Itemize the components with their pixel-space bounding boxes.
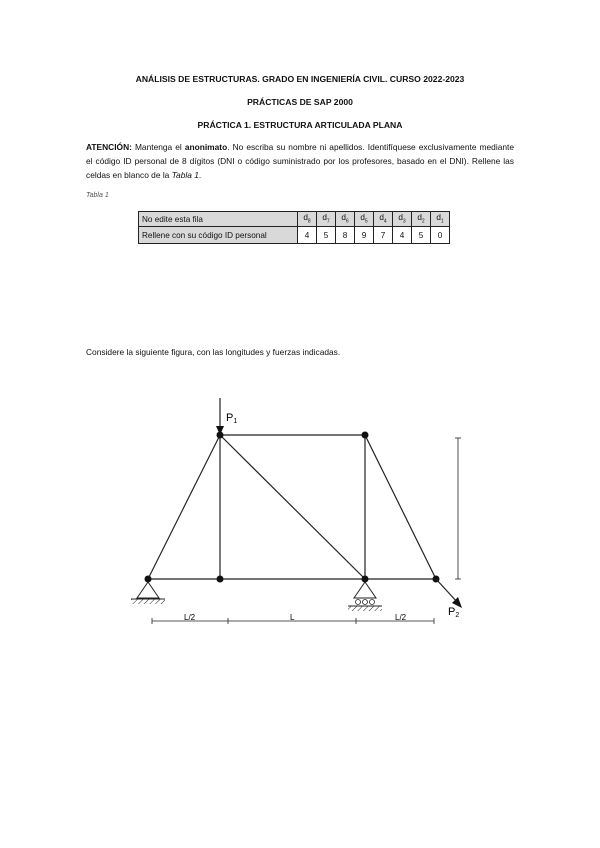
digit-header: $d_2$ [412, 212, 431, 227]
document-title: ANÁLISIS DE ESTRUCTURAS. GRADO EN INGENIERÍA CIVIL. CURSO 2022-2023 [135, 74, 465, 84]
notice-text-2: . No escriba su nombre ni apellidos. Identifíquese exclusivamente mediante el código ID personal de 8 dígitos (DNI o código suministrado por los profesores, basado en el DNI). Rellene las celdas en blanco de la [86, 142, 514, 180]
digit-header: $d_6$ [336, 212, 355, 227]
right-diagonal [365, 435, 436, 579]
digit-cell[interactable]: 4 [298, 227, 317, 244]
notice-text-3: . [198, 170, 202, 180]
table-reference: Tabla 1 [171, 170, 199, 180]
dim-mid-label: L [290, 613, 295, 622]
digit-cell[interactable]: 8 [336, 227, 355, 244]
height-dimension [455, 438, 461, 579]
node [217, 576, 224, 583]
truss-figure [0, 380, 600, 640]
dim-left-label: L/2 [184, 613, 196, 622]
anonimato-word: anonimato [184, 142, 228, 152]
digit-header: $d_5$ [355, 212, 374, 227]
digit-header: $d_8$ [298, 212, 317, 227]
body-text: Considere la siguiente figura, con las longitudes y fuerzas indicadas. [86, 347, 341, 357]
digit-cell[interactable]: 9 [355, 227, 374, 244]
digit-header: $d_4$ [374, 212, 393, 227]
center-diagonal [220, 435, 365, 579]
attention-label: ATENCIÓN: [86, 142, 132, 152]
digit-cell[interactable]: 5 [317, 227, 336, 244]
practice-title: PRÁCTICA 1. ESTRUCTURA ARTICULADA PLANA [197, 120, 403, 130]
id-table [138, 211, 450, 244]
digit-cell[interactable]: 7 [374, 227, 393, 244]
node [362, 432, 369, 439]
roller-support-icon [348, 582, 382, 611]
load-arrow-p2 [436, 579, 462, 608]
digit-header: $d_3$ [393, 212, 412, 227]
pin-support-icon [131, 582, 165, 604]
load-arrow-p1 [216, 398, 224, 435]
digit-header: $d_7$ [317, 212, 336, 227]
digit-cell[interactable]: 4 [393, 227, 412, 244]
document-subtitle: PRÁCTICAS DE SAP 2000 [247, 97, 353, 107]
digit-header: $d_1$ [431, 212, 450, 227]
id-row [139, 227, 450, 244]
load-p1-label: P1 [226, 412, 238, 425]
attention-paragraph [86, 140, 514, 182]
table-caption: Tabla 1 [86, 192, 109, 199]
left-diagonal [148, 435, 220, 579]
row2-label: Rellene con su código ID personal [139, 227, 298, 244]
digit-cell[interactable]: 0 [431, 227, 450, 244]
load-p2-label: P2 [448, 606, 460, 619]
dim-right-label: L/2 [395, 613, 407, 622]
digit-cell[interactable]: 5 [412, 227, 431, 244]
header-row [139, 212, 450, 227]
row1-label: No edite esta fila [139, 212, 298, 227]
truss-members [148, 435, 436, 579]
notice-text-1: Mantenga el [131, 142, 185, 152]
